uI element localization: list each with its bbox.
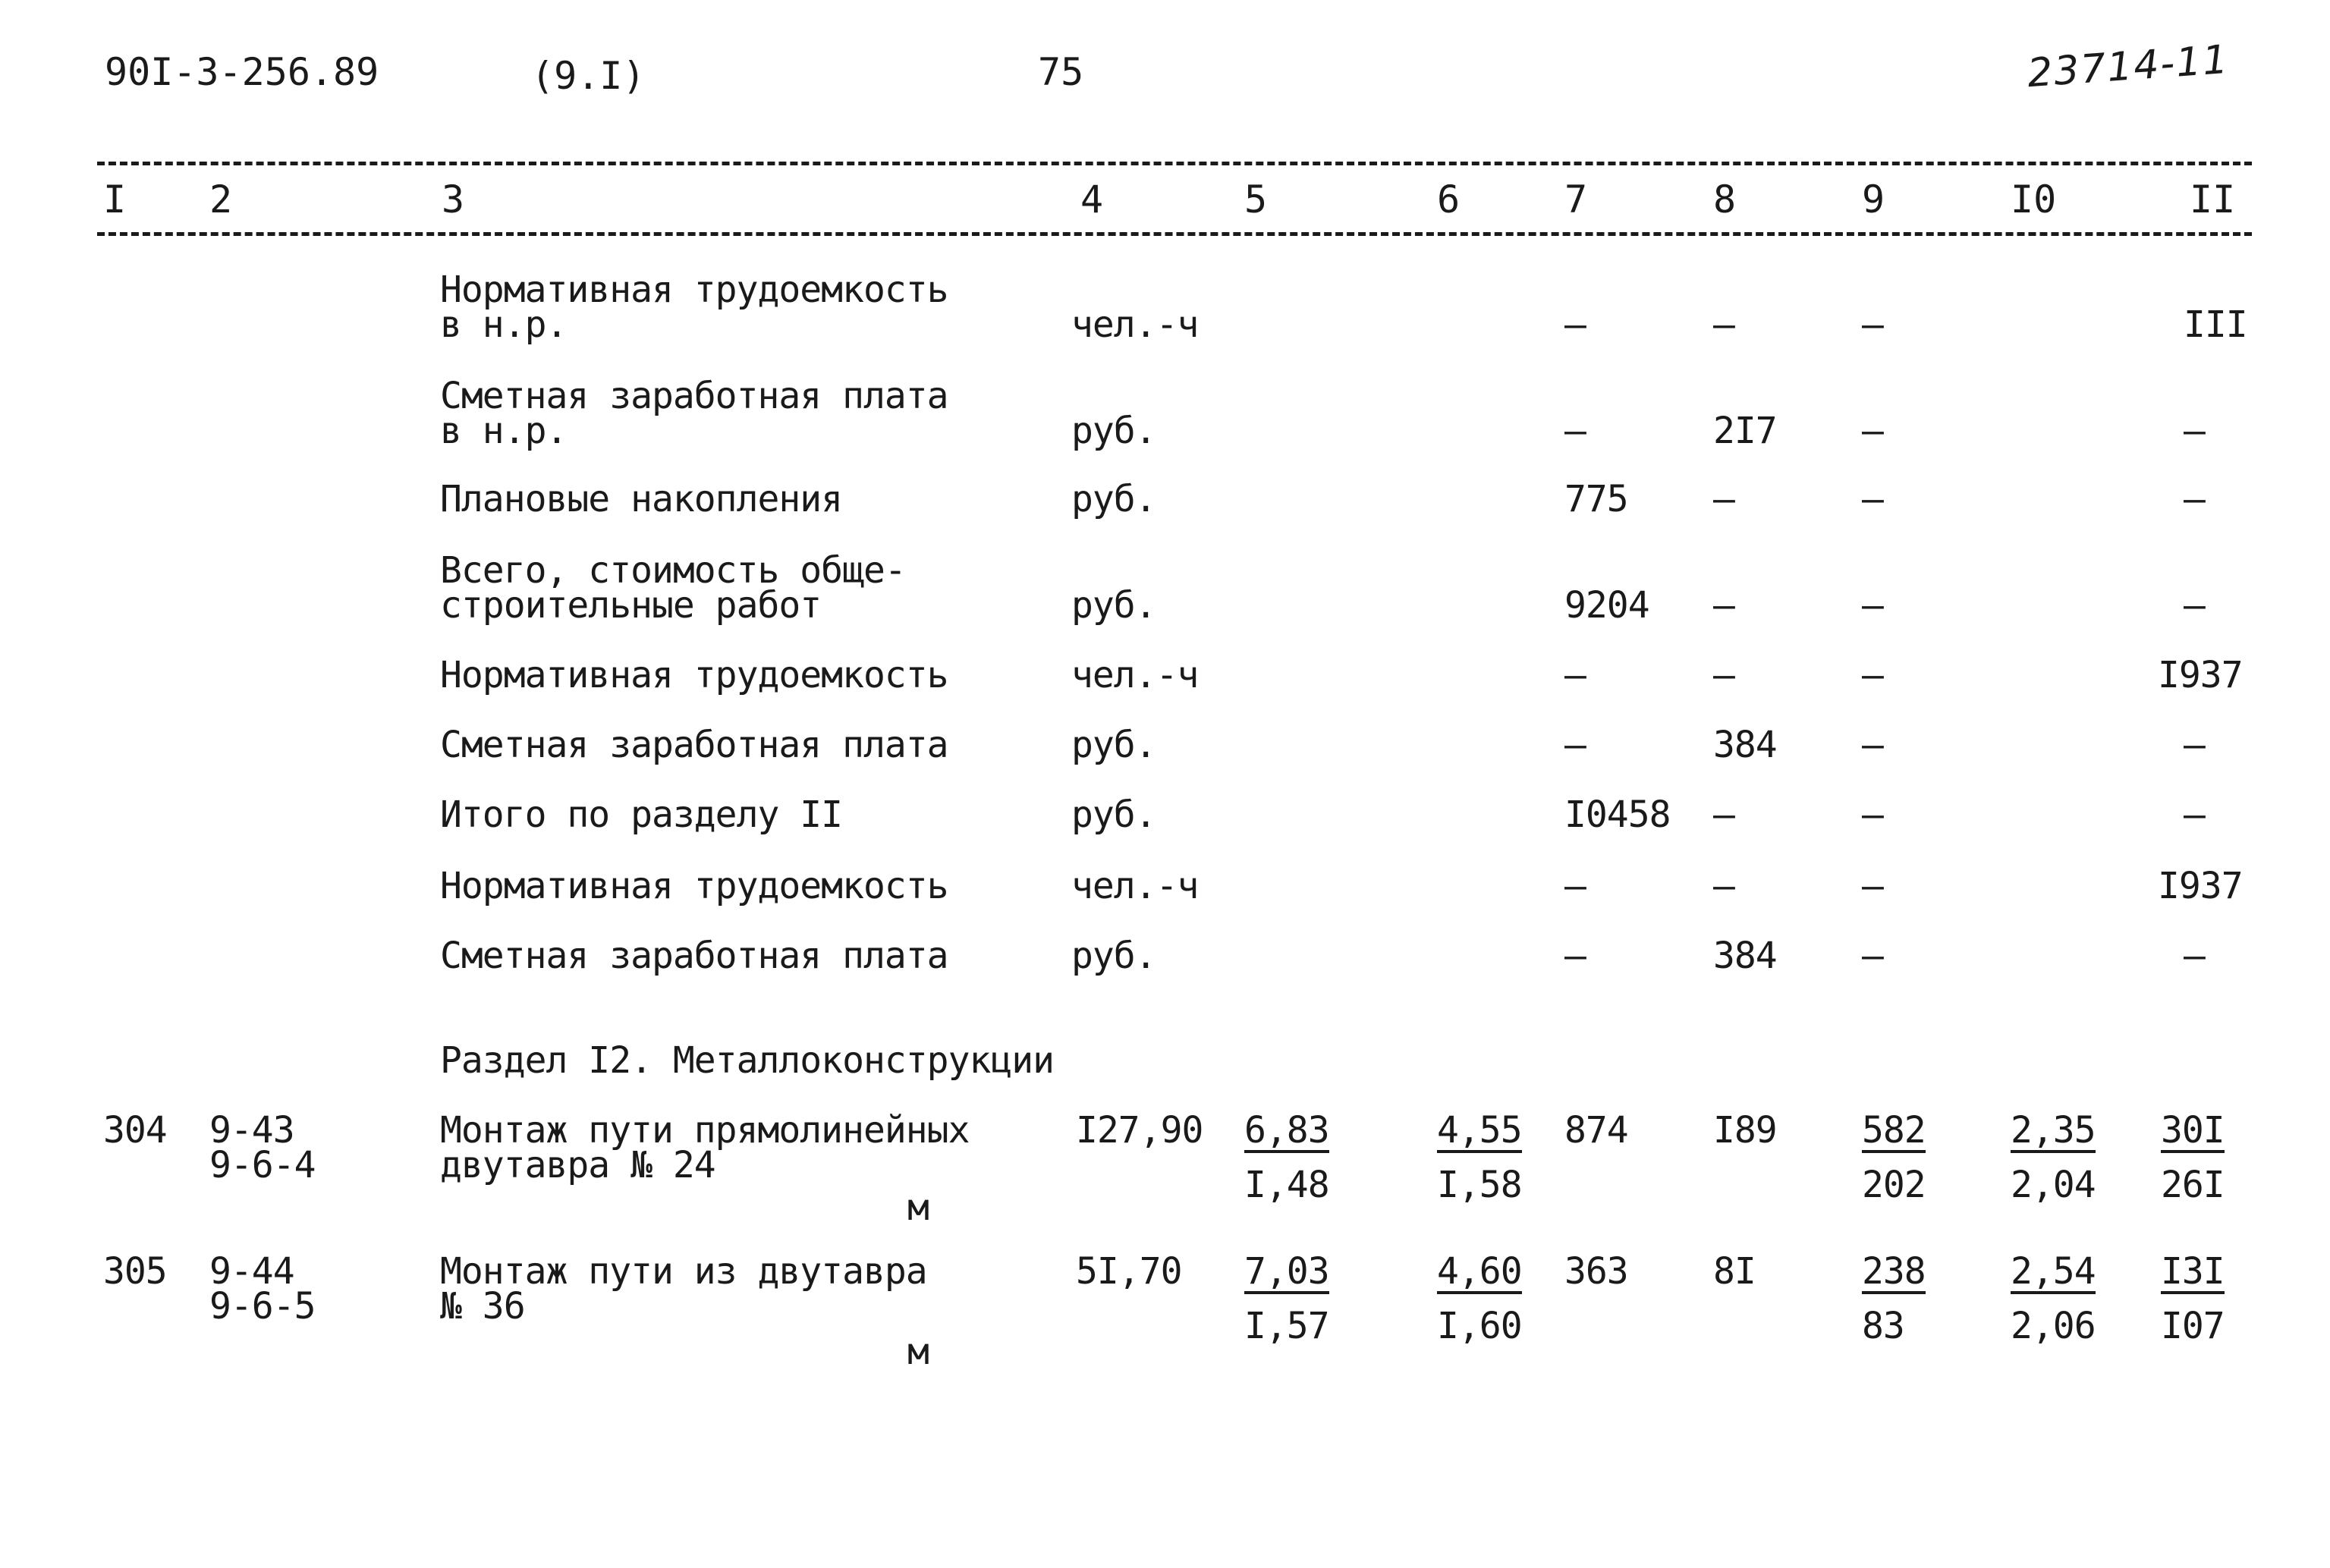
col-header-11: II: [2190, 178, 2236, 222]
item-code: 9-44: [209, 1250, 294, 1293]
item-col11-top: 30I: [2161, 1109, 2225, 1152]
summary-row-col11: –: [2184, 935, 2205, 977]
document-code: 90I-3-256.89: [105, 50, 379, 94]
summary-row-unit: чел.-ч: [1071, 865, 1199, 907]
summary-row-unit: руб.: [1071, 584, 1156, 627]
item-col9-top: 582: [1862, 1109, 1926, 1152]
col-header-2: 2: [209, 178, 233, 222]
col-header-5: 5: [1244, 178, 1268, 222]
summary-row-col7: –: [1564, 935, 1586, 977]
summary-row-col11: –: [2184, 410, 2205, 452]
summary-row-name: Нормативная трудоемкость: [440, 654, 948, 696]
summary-row-col7: –: [1564, 724, 1586, 766]
summary-row-unit: руб.: [1071, 935, 1156, 977]
item-col6-top: 4,55: [1437, 1109, 1522, 1152]
item-col8: 8I: [1713, 1250, 1756, 1293]
item-col6-bottom: I,58: [1437, 1164, 1522, 1206]
item-col11-bottom: 26I: [2161, 1164, 2225, 1206]
section-title: Раздел I2. Металлоконструкции: [440, 1039, 1055, 1082]
summary-row-col9: –: [1862, 935, 1883, 977]
summary-row-col9: –: [1862, 654, 1883, 696]
item-col6-bottom: I,60: [1437, 1305, 1522, 1347]
item-col9-top: 238: [1862, 1250, 1926, 1293]
col-header-7: 7: [1564, 178, 1588, 222]
summary-row-col9: –: [1862, 724, 1883, 766]
summary-row-col11: I937: [2158, 865, 2243, 907]
summary-row-col8: –: [1713, 303, 1734, 346]
item-col6-top: 4,60: [1437, 1250, 1522, 1293]
item-code: 9-6-4: [209, 1144, 316, 1186]
item-name-cont: № 36: [440, 1285, 525, 1328]
item-code: 9-6-5: [209, 1285, 316, 1328]
summary-row-unit: руб.: [1071, 478, 1156, 520]
summary-row-name: Нормативная трудоемкость: [440, 865, 948, 907]
item-col10-top: 2,54: [2011, 1250, 2096, 1293]
summary-row-col11: –: [2184, 724, 2205, 766]
summary-row-col11: –: [2184, 793, 2205, 836]
item-quantity: I27,90: [1076, 1109, 1203, 1152]
item-col5-top: 7,03: [1244, 1250, 1329, 1293]
summary-row-name: Нормативная трудоемкость: [440, 269, 948, 311]
item-code: 9-43: [209, 1109, 294, 1152]
summary-row-col9: –: [1862, 478, 1883, 520]
item-col5-bottom: I,48: [1244, 1164, 1329, 1206]
summary-row-col8: 2I7: [1713, 410, 1777, 452]
item-quantity: 5I,70: [1076, 1250, 1182, 1293]
summary-row-col7: –: [1564, 654, 1586, 696]
item-name: Монтаж пути из двутавра: [440, 1250, 927, 1293]
summary-row-col9: –: [1862, 865, 1883, 907]
summary-row-unit: руб.: [1071, 793, 1156, 836]
summary-row-name-cont: строительные работ: [440, 584, 822, 627]
summary-row-col9: –: [1862, 793, 1883, 836]
item-unit: м: [907, 1186, 929, 1229]
handwritten-number: 23714-11: [2026, 36, 2231, 97]
summary-row-col7: 775: [1564, 478, 1628, 520]
summary-row-col11: –: [2184, 584, 2205, 627]
col-header-6: 6: [1437, 178, 1461, 222]
summary-row-unit: руб.: [1071, 724, 1156, 766]
item-col7: 874: [1564, 1109, 1628, 1152]
summary-row-col8: 384: [1713, 935, 1777, 977]
summary-row-unit: чел.-ч: [1071, 654, 1199, 696]
summary-row-col8: –: [1713, 793, 1734, 836]
summary-row-col8: –: [1713, 865, 1734, 907]
summary-row-name: Сметная заработная плата: [440, 724, 948, 766]
summary-row-name: Всего, стоимость обще-: [440, 549, 906, 592]
page-number: 75: [1038, 50, 1084, 94]
summary-row-name: Сметная заработная плата: [440, 935, 948, 977]
summary-row-unit: руб.: [1071, 410, 1156, 452]
col-header-1: I: [103, 178, 127, 222]
col-header-3: 3: [442, 178, 465, 222]
item-name-cont: двутавра № 24: [440, 1144, 715, 1186]
item-col9-bottom: 83: [1862, 1305, 1904, 1347]
summary-row-col9: –: [1862, 303, 1883, 346]
col-header-9: 9: [1862, 178, 1885, 222]
summary-row-name-cont: в н.р.: [440, 303, 568, 346]
item-col10-bottom: 2,06: [2011, 1305, 2096, 1347]
item-unit: м: [907, 1331, 929, 1373]
item-col9-bottom: 202: [1862, 1164, 1926, 1206]
summary-row-name-cont: в н.р.: [440, 410, 568, 452]
col-header-4: 4: [1080, 178, 1104, 222]
item-number: 304: [103, 1109, 167, 1152]
summary-row-col7: –: [1564, 865, 1586, 907]
summary-row-col8: –: [1713, 478, 1734, 520]
summary-row-col7: –: [1564, 410, 1586, 452]
item-col7: 363: [1564, 1250, 1628, 1293]
summary-row-col11: I937: [2158, 654, 2243, 696]
item-col8: I89: [1713, 1109, 1777, 1152]
summary-row-col11: –: [2184, 478, 2205, 520]
summary-row-col7: I0458: [1564, 793, 1671, 836]
col-header-10: I0: [2011, 178, 2057, 222]
item-col11-top: I3I: [2161, 1250, 2225, 1293]
item-col10-top: 2,35: [2011, 1109, 2096, 1152]
item-col5-bottom: I,57: [1244, 1305, 1329, 1347]
col-header-8: 8: [1713, 178, 1737, 222]
header-bottom-rule: [97, 232, 2252, 236]
item-col11-bottom: I07: [2161, 1305, 2225, 1347]
item-number: 305: [103, 1250, 167, 1293]
section-number: (9.I): [531, 54, 646, 98]
summary-row-unit: чел.-ч: [1071, 303, 1199, 346]
summary-row-name: Сметная заработная плата: [440, 375, 948, 417]
summary-row-col8: –: [1713, 654, 1734, 696]
item-col5-top: 6,83: [1244, 1109, 1329, 1152]
item-name: Монтаж пути прямолинейных: [440, 1109, 970, 1152]
summary-row-col8: –: [1713, 584, 1734, 627]
summary-row-name: Итого по разделу II: [440, 793, 843, 836]
summary-row-name: Плановые накопления: [440, 478, 843, 520]
summary-row-col9: –: [1862, 410, 1883, 452]
summary-row-col11: III: [2184, 303, 2247, 346]
summary-row-col8: 384: [1713, 724, 1777, 766]
header-top-rule: [97, 162, 2252, 165]
summary-row-col7: –: [1564, 303, 1586, 346]
summary-row-col9: –: [1862, 584, 1883, 627]
item-col10-bottom: 2,04: [2011, 1164, 2096, 1206]
summary-row-col7: 9204: [1564, 584, 1649, 627]
